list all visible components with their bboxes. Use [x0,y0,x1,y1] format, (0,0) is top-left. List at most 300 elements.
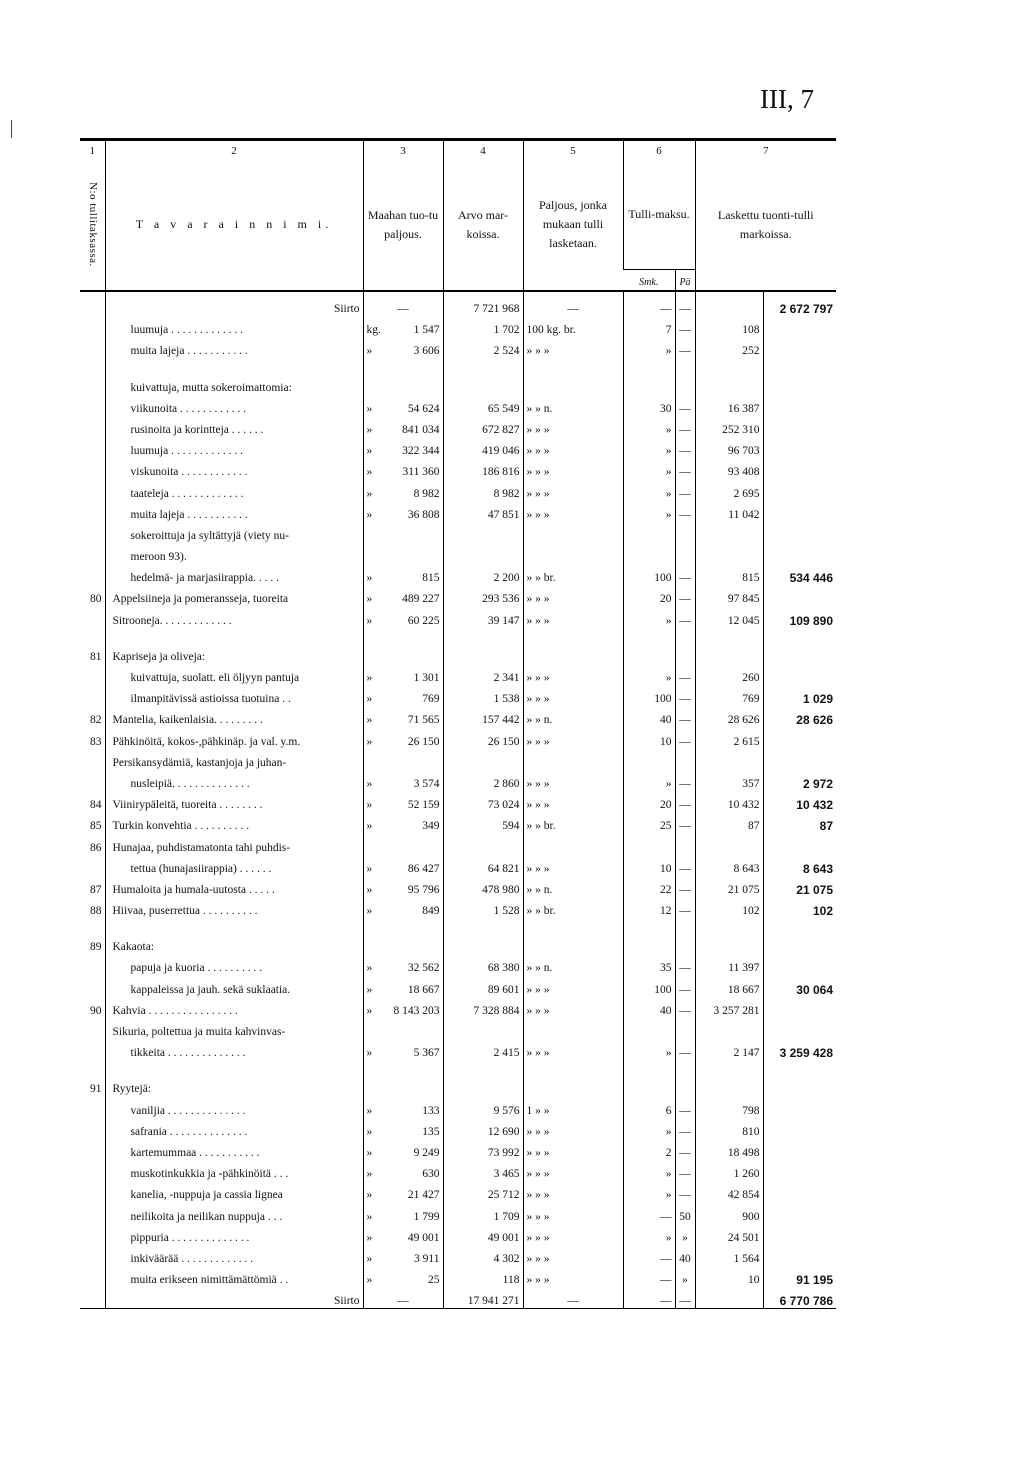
col-number: 4 [443,140,523,160]
basis-cell: » » » [523,1245,623,1266]
duty-cell: 97 845 [695,585,763,606]
item-label: kartemummaa . . . . . . . . . . . [130,1146,260,1159]
total-cell [763,1075,836,1096]
unit-mark: » [366,345,373,358]
item-label: papuja ja kuoria . . . . . . . . . . [130,962,263,975]
unit-mark: » [366,1146,373,1159]
qty-cell [363,791,443,812]
duty-cell: 108 [695,316,763,337]
empty-cell [105,1060,363,1075]
qty-cell [363,855,443,876]
table-row [80,1118,836,1139]
duty-cell: 24 501 [695,1224,763,1245]
row-number [80,437,105,458]
basis-cell: » » » [523,458,623,479]
duty-cell: 2 615 [695,727,763,748]
basis-cell: » » » [523,685,623,706]
rate-p-cell: — [675,706,695,727]
qty-cell [363,770,443,791]
rate-p-cell: — [675,975,695,996]
value-cell [443,643,523,664]
total-cell: 109 890 [763,606,836,627]
table-row [80,458,836,479]
qty-value: — [397,303,409,315]
value-cell: 1 528 [443,897,523,918]
unit-mark: » [366,593,373,606]
table-row [80,1039,836,1060]
duty-cell [695,1075,763,1096]
empty-cell [80,628,105,643]
table-row [80,1096,836,1117]
table-row [80,543,836,564]
table-row [80,522,836,543]
item-label: viikunoita . . . . . . . . . . . . [130,402,247,415]
rate-mk-cell: » [623,664,675,685]
row-number [80,664,105,685]
rate-mk-cell: — [623,291,675,316]
empty-cell [363,1060,443,1075]
qty-cell [363,975,443,996]
qty-cell [363,1139,443,1160]
unit-mark: » [366,1168,373,1181]
row-number [80,316,105,337]
qty-value: 489 227 [402,593,440,606]
item-name [105,564,363,585]
qty-value: 3 911 [414,1252,440,1265]
item-label: Kakaota: [112,941,155,954]
row-number [80,1139,105,1160]
item-name [105,643,363,664]
qty-cell [363,458,443,479]
item-name [105,1139,363,1160]
rate-mk-cell: » [623,437,675,458]
value-cell: 7 721 968 [443,291,523,316]
total-cell [763,1018,836,1039]
rate-p-cell: — [675,606,695,627]
rate-p-cell: — [675,664,695,685]
qty-cell [363,291,443,316]
value-cell: 478 980 [443,876,523,897]
qty-value: — [397,1295,409,1308]
page-number: III, 7 [760,84,814,114]
rate-p-cell: — [675,770,695,791]
qty-value: 18 667 [407,983,440,996]
value-cell: 9 576 [443,1096,523,1117]
unit-mark: » [366,983,373,996]
duty-cell: 21 075 [695,876,763,897]
qty-cell [363,954,443,975]
qty-value: 3 574 [413,777,440,790]
rate-mk-cell: 20 [623,791,675,812]
rate-p-cell: — [675,337,695,358]
rate-mk-cell: 25 [623,812,675,833]
duty-cell: 769 [695,685,763,706]
rate-p-cell: — [675,316,695,337]
empty-cell [523,1060,623,1075]
total-cell: 1 029 [763,685,836,706]
qty-cell [363,585,443,606]
item-label: hedelmä- ja marjasiirappia. . . . . [130,572,279,585]
header-no: N:o tullitaksassa. [87,182,99,267]
value-cell: 12 690 [443,1118,523,1139]
qty-cell [363,727,443,748]
rate-p-cell: — [675,395,695,416]
empty-cell [675,918,695,933]
qty-cell [363,522,443,543]
qty-value: 71 565 [407,714,440,727]
qty-cell [363,749,443,770]
table-row [80,954,836,975]
unit-mark: » [366,1189,373,1202]
header-duty: Laskettu tuonti-tulli markoissa. [695,159,836,291]
duty-cell [695,643,763,664]
carry-label: Siirto [333,1295,360,1308]
rate-p-cell: » [675,1266,695,1287]
basis-cell: » » » [523,1266,623,1287]
item-name [105,1039,363,1060]
basis-cell: » » » [523,975,623,996]
qty-cell [363,437,443,458]
row-number: 81 [90,650,102,663]
value-cell [443,1075,523,1096]
item-label: nusleipiä. . . . . . . . . . . . . . [130,777,250,790]
basis-cell: » » br. [523,564,623,585]
row-number: 89 [90,941,102,954]
item-name [105,1202,363,1223]
item-name [105,1118,363,1139]
spacer-row [80,628,836,643]
spacer-row [80,1060,836,1075]
row-number [80,1018,105,1039]
rate-mk-cell: » [623,1160,675,1181]
total-cell: 3 259 428 [763,1039,836,1060]
table-row [80,501,836,522]
basis-cell [523,1018,623,1039]
qty-cell [363,1096,443,1117]
table-row [80,1075,836,1096]
item-name [105,501,363,522]
rate-p-cell [675,1075,695,1096]
table-row [80,897,836,918]
empty-cell [105,628,363,643]
rate-p-cell [675,933,695,954]
basis-cell: » » n. [523,876,623,897]
unit-mk: Smk. [623,270,675,292]
qty-cell [363,897,443,918]
header-name: T a v a r a i n n i m i. [105,159,363,291]
duty-cell: 2 147 [695,1039,763,1060]
rate-mk-cell: » [623,458,675,479]
rate-p-cell: — [675,1160,695,1181]
item-name [105,1181,363,1202]
item-name [105,685,363,706]
table-row [80,416,836,437]
table-row [80,997,836,1018]
rate-mk-cell: 20 [623,585,675,606]
total-cell: 8 643 [763,855,836,876]
qty-value: 32 562 [407,962,440,975]
table-row [80,1160,836,1181]
empty-cell [363,628,443,643]
item-label: inkiväärää . . . . . . . . . . . . . [130,1252,254,1265]
col-number: 5 [523,140,623,160]
rate-mk-cell: » [623,1181,675,1202]
item-name [105,664,363,685]
duty-cell: 8 643 [695,855,763,876]
row-number: 80 [90,593,102,606]
qty-value: 60 225 [407,614,440,627]
total-cell [763,727,836,748]
basis-cell [523,933,623,954]
qty-cell [363,833,443,854]
qty-value: 322 344 [402,445,440,458]
basis-cell: » » » [523,1160,623,1181]
value-cell [443,1018,523,1039]
duty-cell: 96 703 [695,437,763,458]
value-cell: 4 302 [443,1245,523,1266]
value-cell: 73 024 [443,791,523,812]
total-cell: 91 195 [763,1266,836,1287]
table-row [80,1245,836,1266]
unit-mark: » [366,466,373,479]
item-name [105,833,363,854]
unit-mark: » [366,423,373,436]
empty-cell [763,918,836,933]
qty-value: 1 301 [413,672,440,684]
rate-p-cell: — [675,1118,695,1139]
basis-cell [523,522,623,543]
row-number [80,373,105,394]
rate-mk-cell [623,373,675,394]
rate-p-cell: — [675,855,695,876]
duty-cell: 3 257 281 [695,997,763,1018]
unit-mark: » [366,693,373,706]
item-label: Pähkinöitä, kokos-,pähkinäp. ja val. y.m. [112,735,301,748]
item-label: kuivattuja, suolatt. eli öljyyn pantuja [130,672,300,684]
rate-p-cell: — [675,897,695,918]
item-name [105,812,363,833]
rate-mk-cell [623,1018,675,1039]
unit-mark: » [366,572,373,585]
duty-cell: 357 [695,770,763,791]
row-number [80,395,105,416]
value-cell: 8 982 [443,479,523,500]
item-label: Appelsiineja ja pomeransseja, tuoreita [112,593,289,606]
item-label: kuivattuja, mutta sokeroimattomia: [130,381,292,394]
unit-mark: » [366,862,373,875]
rate-p-cell: — [675,685,695,706]
table-row [80,1139,836,1160]
rate-mk-cell: » [623,479,675,500]
item-name [105,933,363,954]
rate-p-cell: — [675,458,695,479]
table-row [80,833,836,854]
total-cell [763,479,836,500]
qty-value: 769 [422,693,440,706]
table-row [80,706,836,727]
duty-cell: 10 432 [695,791,763,812]
rate-p-cell: — [675,727,695,748]
total-cell [763,395,836,416]
duty-cell: 260 [695,664,763,685]
basis-cell: » » » [523,791,623,812]
item-label: Viinirypäleitä, tuoreita . . . . . . . . [112,799,263,812]
duty-cell: 10 [695,1266,763,1287]
row-number [80,1039,105,1060]
empty-cell [675,628,695,643]
duty-cell: 12 045 [695,606,763,627]
basis-cell: » » n. [523,954,623,975]
rate-mk-cell: — [623,1287,675,1309]
item-label: kappaleissa ja jauh. sekä suklaatia. [130,983,291,996]
basis-cell: 100 kg. br. [523,316,623,337]
basis-cell [523,373,623,394]
item-label: Sikuria, poltettua ja muita kahvinvas- [112,1026,286,1038]
total-cell: 87 [763,812,836,833]
row-number [80,458,105,479]
basis-cell: » » n. [523,395,623,416]
row-number: 85 [90,820,102,833]
table-row [80,812,836,833]
unit-mark: » [366,508,373,521]
item-name [105,876,363,897]
row-number [80,522,105,543]
empty-cell [443,918,523,933]
value-cell [443,749,523,770]
duty-cell: 2 695 [695,479,763,500]
qty-value: 1 547 [413,324,440,337]
unit-mark: » [366,614,373,627]
table-body [80,291,836,1309]
item-name [105,585,363,606]
row-number [80,416,105,437]
item-name [105,954,363,975]
rate-mk-cell: 10 [623,855,675,876]
row-number [80,1224,105,1245]
row-number: 91 [90,1083,102,1096]
empty-cell [623,358,675,373]
empty-cell [80,358,105,373]
qty-value: 1 799 [413,1210,440,1223]
qty-cell [363,337,443,358]
qty-cell [363,1224,443,1245]
value-cell: 17 941 271 [443,1287,523,1309]
rate-mk-cell: — [623,1266,675,1287]
qty-value: 36 808 [407,508,440,521]
row-number: 87 [90,883,102,896]
unit-mark: » [366,905,373,918]
rate-p-cell [675,1018,695,1039]
empty-cell [523,918,623,933]
table-row [80,1224,836,1245]
header-basis: Paljous, jonka mukaan tulli lasketaan. [523,159,623,291]
basis-cell: » » br. [523,897,623,918]
rate-mk-cell [623,749,675,770]
basis-cell [523,1075,623,1096]
rate-p-cell: — [675,997,695,1018]
unit-mark: » [366,1252,373,1265]
value-cell: 25 712 [443,1181,523,1202]
total-cell [763,1118,836,1139]
item-name [105,479,363,500]
item-name [105,1096,363,1117]
total-cell [763,337,836,358]
value-cell [443,833,523,854]
rate-mk-cell: 7 [623,316,675,337]
item-label: tettua (hunajasiirappia) . . . . . . [130,862,272,875]
empty-cell [443,628,523,643]
header-rate: Tulli-maksu. [623,159,695,270]
value-cell [443,933,523,954]
item-label: viskunoita . . . . . . . . . . . . [130,466,248,479]
item-label: rusinoita ja korintteja . . . . . . [130,423,264,436]
table-row [80,770,836,791]
basis-cell: » » » [523,479,623,500]
value-cell: 2 200 [443,564,523,585]
item-name [105,997,363,1018]
rate-p-cell: — [675,876,695,897]
item-name [105,855,363,876]
duty-cell [695,833,763,854]
empty-cell [80,918,105,933]
qty-cell [363,373,443,394]
item-name [105,1018,363,1039]
total-cell: 102 [763,897,836,918]
total-cell: 28 626 [763,706,836,727]
item-name [105,606,363,627]
qty-value: 133 [422,1104,440,1117]
value-cell [443,373,523,394]
rate-mk-cell: » [623,1039,675,1060]
rate-mk-cell: — [623,1202,675,1223]
value-cell: 89 601 [443,975,523,996]
col-number: 2 [105,140,363,160]
rate-p-cell: — [675,1287,695,1309]
item-name [105,1245,363,1266]
duty-cell: 815 [695,564,763,585]
header-qty: Maahan tuo-tu paljous. [363,159,443,291]
qty-value: 95 796 [407,883,440,896]
basis-cell: » » » [523,727,623,748]
row-number [80,501,105,522]
total-cell: 2 972 [763,770,836,791]
duty-cell: 11 042 [695,501,763,522]
rate-mk-cell: 30 [623,395,675,416]
unit-mark: » [366,1004,373,1017]
unit-mark: » [366,962,373,975]
empty-cell [105,918,363,933]
duty-cell: 18 667 [695,975,763,996]
empty-cell [443,1060,523,1075]
basis-cell: » » » [523,1039,623,1060]
total-cell: 2 672 797 [763,291,836,316]
item-label: Hiivaa, puserrettua . . . . . . . . . . [112,905,258,918]
unit-mark: » [366,714,373,727]
row-number [80,1181,105,1202]
row-number [80,749,105,770]
item-label: sokeroittuja ja syltättyjä (viety nu- [130,529,289,542]
value-cell [443,522,523,543]
item-name [105,975,363,996]
rate-mk-cell: 6 [623,1096,675,1117]
rate-mk-cell: 40 [623,997,675,1018]
row-number: 88 [90,905,102,918]
rate-p-cell: — [675,291,695,316]
rate-p-cell [675,749,695,770]
qty-cell [363,316,443,337]
row-number: 83 [90,735,102,748]
rate-p-cell: — [675,437,695,458]
